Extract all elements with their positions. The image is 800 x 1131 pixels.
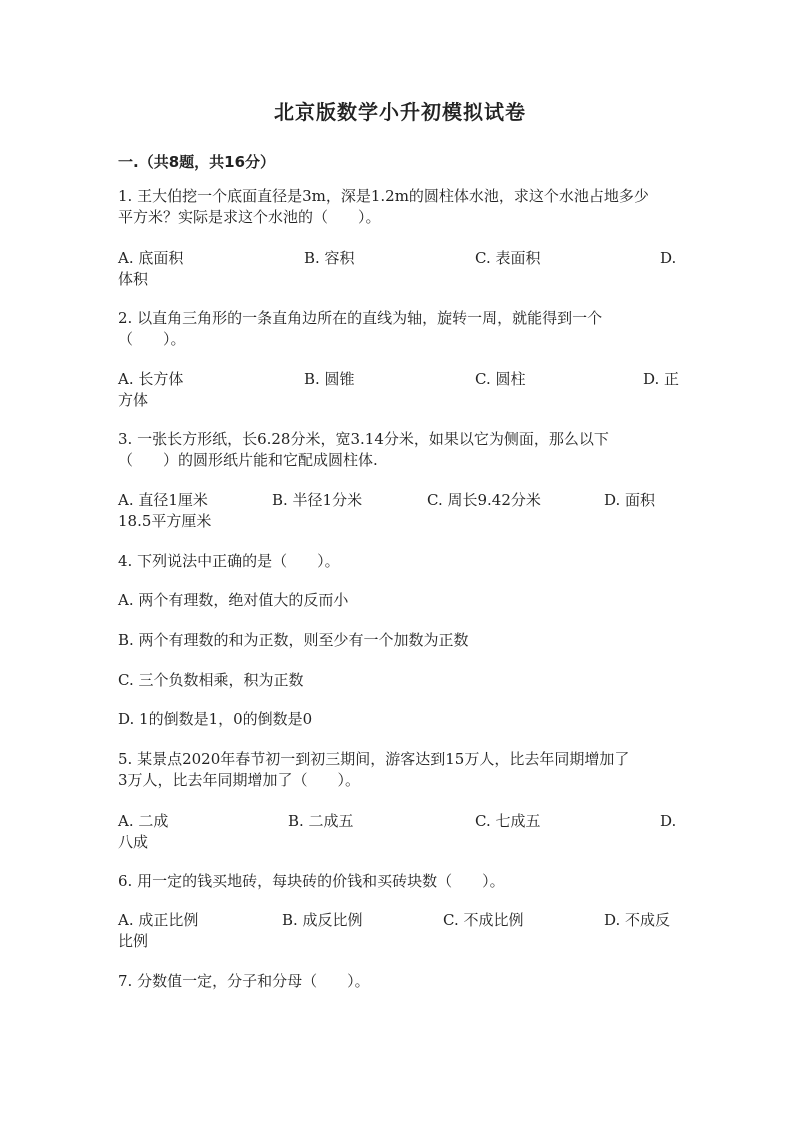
question-5-line-2: 3万人，比去年同期增加了（ ）。 [118,771,361,789]
question-3 [118,429,678,471]
question-1 [118,186,678,228]
q5-option-b[interactable]: B. 二成五 [288,812,354,830]
q4-option-d[interactable]: D. 1的倒数是1，0的倒数是0 [118,710,313,728]
q2-option-a[interactable]: A. 长方体 [118,370,184,388]
q3-option-d[interactable]: D. 面积 [604,491,656,509]
question-6: 6. 用一定的钱买地砖，每块砖的价钱和买砖块数（ ）。 [118,872,505,890]
q6-option-c[interactable]: C. 不成比例 [443,911,524,929]
question-3-line-2: （ ）的圆形纸片能和它配成圆柱体. [118,451,378,469]
question-5-options [118,811,678,853]
q5-option-a[interactable]: A. 二成 [118,812,169,830]
question-4: 4. 下列说法中正确的是（ ）。 [118,552,340,570]
question-3-line-1: 3. 一张长方形纸，长6.28分米，宽3.14分米，如果以它为侧面，那么以下 [118,430,609,448]
question-1-line-1: 1. 王大伯挖一个底面直径是3m，深是1.2m的圆柱体水池，求这个水池占地多少 [118,187,649,205]
question-1-line-2: 平方米？实际是求这个水池的（ ）。 [118,208,381,226]
q2-option-d[interactable]: D. 正 [643,370,680,388]
q6-option-a[interactable]: A. 成正比例 [118,911,199,929]
question-2-line-1: 2. 以直角三角形的一条直角边所在的直线为轴，旋转一周，就能得到一个 [118,309,603,327]
q3-option-d-continued: 18.5平方厘米 [118,512,212,530]
q2-option-c[interactable]: C. 圆柱 [475,370,526,388]
q3-option-a[interactable]: A. 直径1厘米 [118,491,208,509]
q2-option-d-continued: 方体 [118,391,149,409]
q5-option-d[interactable]: D. [660,812,677,830]
question-6-options [118,910,678,952]
q1-option-b[interactable]: B. 容积 [304,249,355,267]
page-title: 北京版数学小升初模拟试卷 [274,100,526,124]
q1-option-d[interactable]: D. [660,249,677,267]
section-header: 一.（共8题，共16分） [118,153,276,171]
question-2 [118,308,678,350]
q4-option-b[interactable]: B. 两个有理数的和为正数，则至少有一个加数为正数 [118,631,469,649]
q6-option-b[interactable]: B. 成反比例 [282,911,363,929]
q1-option-a[interactable]: A. 底面积 [118,249,184,267]
question-2-options [118,369,678,411]
question-5 [118,749,678,791]
q5-option-d-continued: 八成 [118,833,149,851]
q2-option-b[interactable]: B. 圆锥 [304,370,355,388]
question-5-line-1: 5. 某景点2020年春节初一到初三期间，游客达到15万人，比去年同期增加了 [118,750,630,768]
q4-option-c[interactable]: C. 三个负数相乘，积为正数 [118,671,304,689]
q4-option-a[interactable]: A. 两个有理数，绝对值大的反而小 [118,591,349,609]
q5-option-c[interactable]: C. 七成五 [475,812,541,830]
q1-option-c[interactable]: C. 表面积 [475,249,541,267]
q3-option-c[interactable]: C. 周长9.42分米 [427,491,541,509]
q6-option-d-continued: 比例 [118,932,149,950]
question-1-options [118,248,678,290]
question-3-options [118,490,678,532]
question-2-line-2: （ ）。 [118,330,186,348]
q1-option-d-continued: 体积 [118,270,149,288]
q3-option-b[interactable]: B. 半径1分米 [272,491,363,509]
q6-option-d[interactable]: D. 不成反 [604,911,671,929]
question-7: 7. 分数值一定，分子和分母（ ）。 [118,972,370,990]
